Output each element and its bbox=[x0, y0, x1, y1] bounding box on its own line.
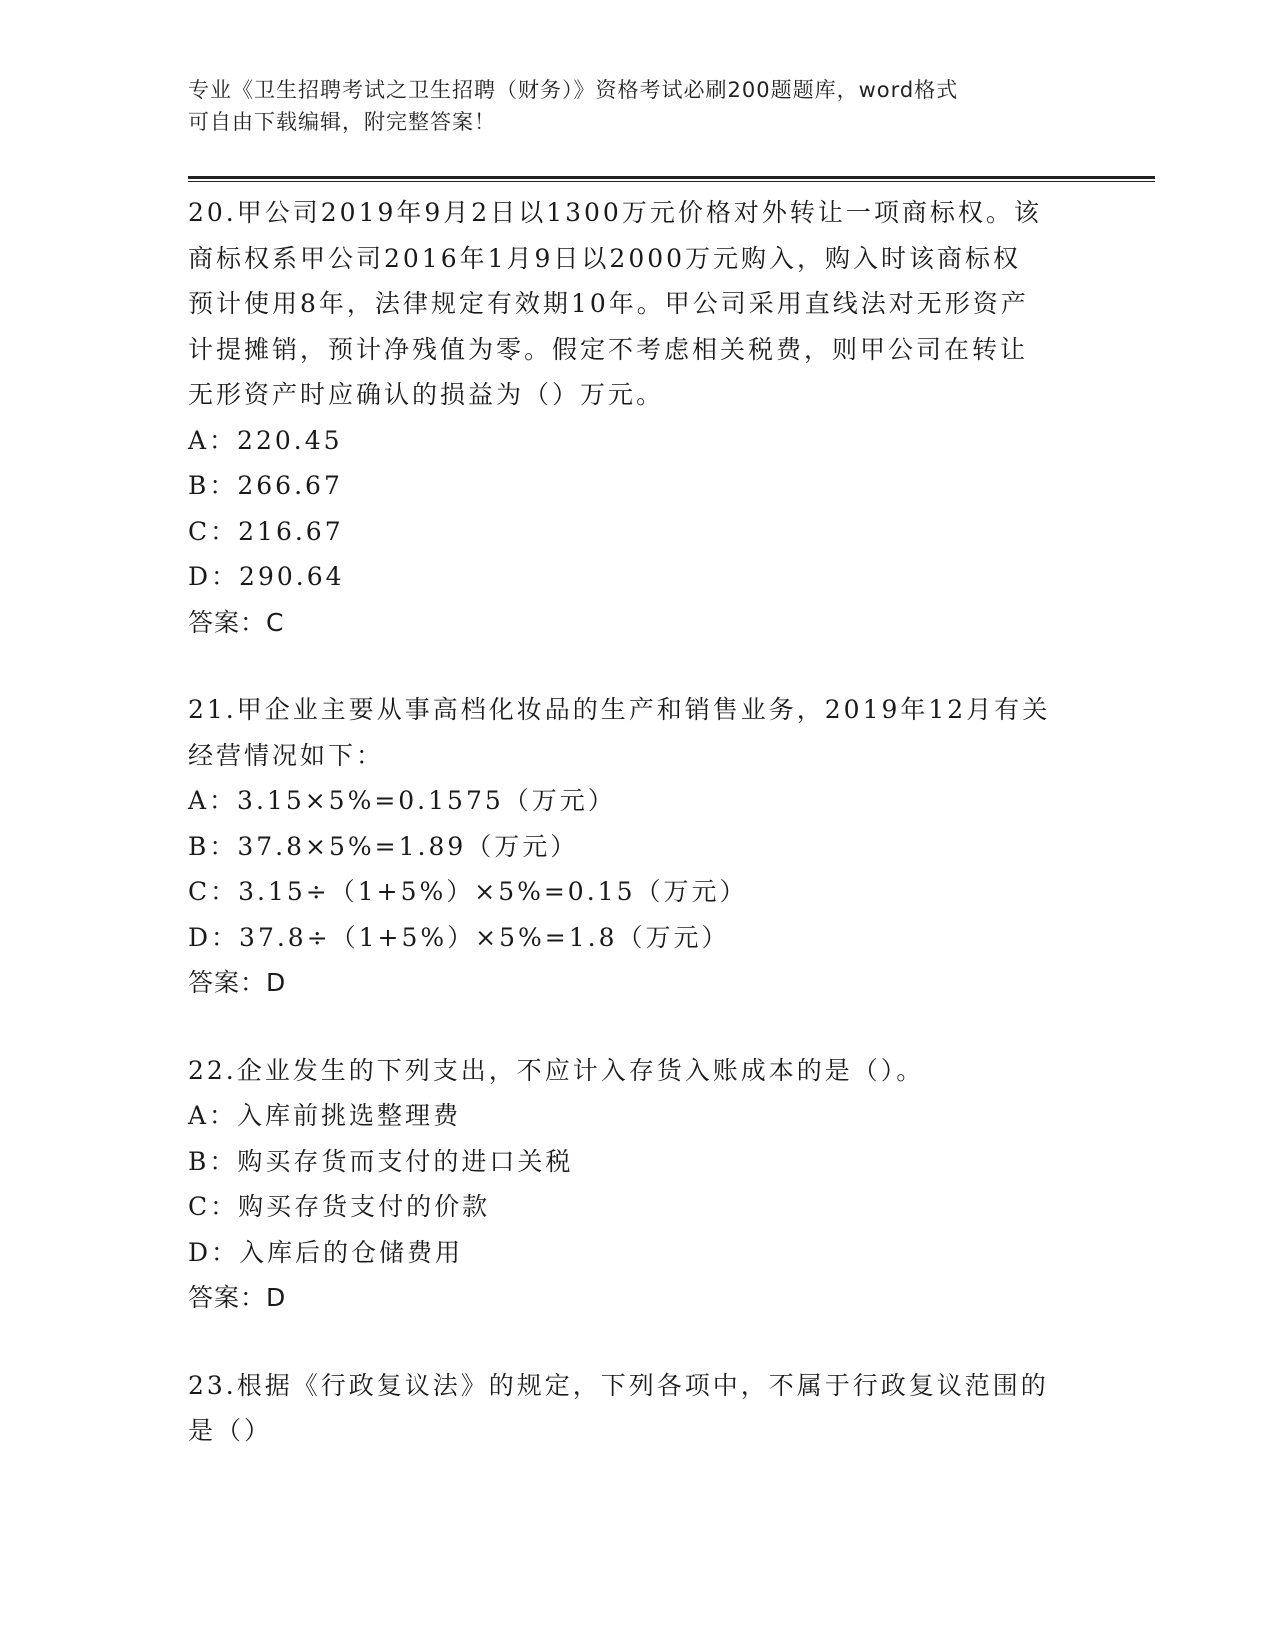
option-b: B：266.67 bbox=[188, 471, 343, 500]
header-rule-thick bbox=[188, 176, 1155, 179]
answer: 答案：C bbox=[188, 607, 285, 637]
option-b: B：购买存货而支付的进口关税 bbox=[188, 1146, 574, 1176]
stem-line: 商标权系甲公司2016年1月9日以2000万元购入，购入时该商标权 bbox=[188, 243, 1022, 273]
question-20 bbox=[188, 190, 1088, 645]
answer: 答案：D bbox=[188, 968, 287, 997]
question-22 bbox=[188, 1048, 1088, 1321]
question-21 bbox=[188, 687, 1088, 1006]
option-c: C：216.67 bbox=[188, 516, 344, 546]
stem-line: 21.甲企业主要从事高档化妆品的生产和销售业务，2019年12月有关 bbox=[188, 695, 1051, 724]
question-stem bbox=[188, 1048, 1078, 1094]
option-b: B：37.8×5%=1.89（万元） bbox=[188, 831, 579, 861]
answer: 答案：D bbox=[188, 1283, 287, 1312]
stem-line: 23.根据《行政复议法》的规定，下列各项中，不属于行政复议范围的 bbox=[188, 1370, 1049, 1400]
option-a: A：220.45 bbox=[188, 425, 343, 455]
header-line-2: 可自由下载编辑，附完整答案！ bbox=[188, 110, 496, 134]
stem-line: 经营情况如下： bbox=[188, 740, 385, 770]
question-stem bbox=[188, 687, 1078, 778]
stem-line: 20.甲公司2019年9月2日以1300万元价格对外转让一项商标权。该 bbox=[188, 198, 1042, 227]
stem-line: 预计使用8年，法律规定有效期10年。甲公司采用直线法对无形资产 bbox=[188, 289, 1029, 318]
option-d: D：入库后的仓储费用 bbox=[188, 1237, 464, 1267]
question-list bbox=[188, 190, 1088, 1496]
option-a: A：入库前挑选整理费 bbox=[188, 1101, 462, 1130]
option-d: D：290.64 bbox=[188, 562, 345, 591]
question-stem bbox=[188, 190, 1078, 418]
stem-line: 22.企业发生的下列支出，不应计入存货入账成本的是（）。 bbox=[188, 1055, 925, 1085]
header-rule-thin bbox=[188, 181, 1155, 182]
option-a: A：3.15×5%=0.1575（万元） bbox=[188, 786, 616, 815]
header-line-1: 专业《卫生招聘考试之卫生招聘（财务）》资格考试必刷200题题库，word格式 bbox=[188, 78, 959, 102]
question-23 bbox=[188, 1363, 1088, 1454]
option-c: C：3.15÷（1+5%）×5%=0.15（万元） bbox=[188, 877, 748, 906]
stem-line: 无形资产时应确认的损益为（）万元。 bbox=[188, 380, 665, 409]
question-stem bbox=[188, 1363, 1078, 1454]
stem-line: 计提摊销，预计净残值为零。假定不考虑相关税费，则甲公司在转让 bbox=[188, 334, 1029, 364]
option-c: C：购买存货支付的价款 bbox=[188, 1192, 491, 1221]
stem-line: 是（） bbox=[188, 1416, 273, 1445]
option-d: D：37.8÷（1+5%）×5%=1.8（万元） bbox=[188, 922, 730, 952]
document-header bbox=[188, 74, 1068, 138]
